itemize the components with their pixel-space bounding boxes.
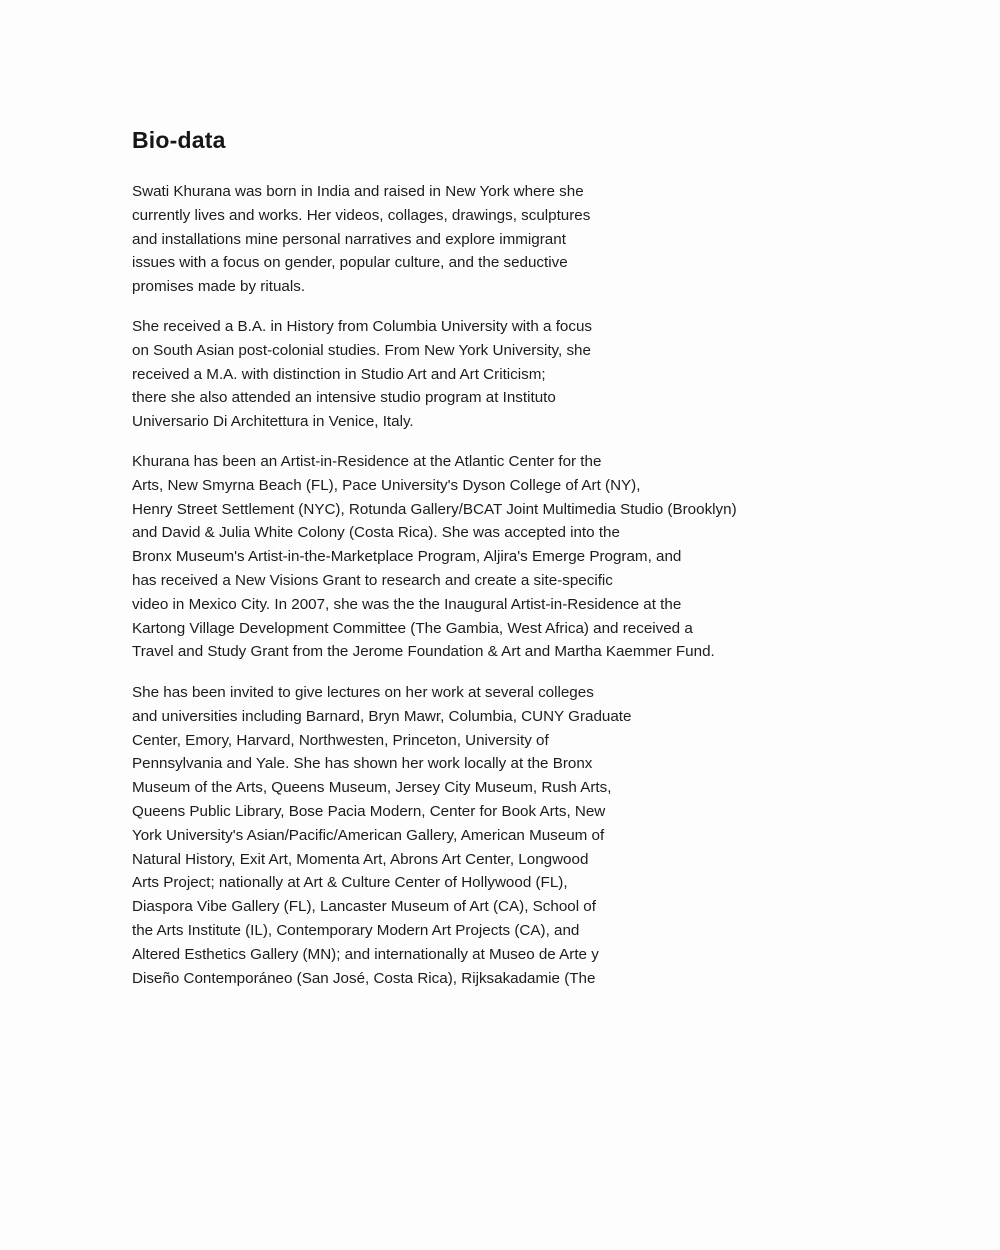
text-line: Arts Project; nationally at Art & Culture Center of Hollywood (FL), <box>132 874 568 892</box>
paragraph-birth-and-practice <box>132 180 590 299</box>
text-line: Center, Emory, Harvard, Northwesten, Princeton, University of <box>132 731 549 749</box>
text-line: Travel and Study Grant from the Jerome Foundation & Art and Martha Kaemmer Fund. <box>132 643 715 661</box>
page-title: Bio-data <box>132 127 226 153</box>
text-line: Bronx Museum's Artist-in-the-Marketplace Program, Aljira's Emerge Program, and <box>132 548 682 566</box>
text-line: currently lives and works. Her videos, collages, drawings, sculptures <box>132 206 591 224</box>
text-line: Henry Street Settlement (NYC), Rotunda Gallery/BCAT Joint Multimedia Studio (Brooklyn) <box>132 500 737 518</box>
text-line: Khurana has been an Artist-in-Residence at the Atlantic Center for the <box>132 453 602 470</box>
text-line: on South Asian post-colonial studies. From New York University, she <box>132 341 591 359</box>
text-line: received a M.A. with distinction in Studio Art and Art Criticism; <box>132 365 546 383</box>
text-line: Kartong Village Development Committee (The Gambia, West Africa) and received a <box>132 619 693 637</box>
text-line: Diseño Contemporáneo (San José, Costa Rica), Rijksakadamie (The <box>132 969 596 987</box>
paragraph-education <box>132 315 592 434</box>
text-line: Natural History, Exit Art, Momenta Art, Abrons Art Center, Longwood <box>132 850 589 868</box>
paragraph-lectures-and-exhibitions <box>132 681 631 990</box>
text-line: and universities including Barnard, Bryn Mawr, Columbia, CUNY Graduate <box>132 707 632 725</box>
paragraph-residencies-and-grants <box>132 450 737 664</box>
text-line: promises made by rituals. <box>132 278 306 296</box>
text-line: the Arts Institute (IL), Contemporary Modern Art Projects (CA), and <box>132 921 580 939</box>
text-line: and David & Julia White Colony (Costa Rica). She was accepted into the <box>132 524 620 542</box>
text-line: and installations mine personal narratives and explore immigrant <box>132 230 566 248</box>
text-line: issues with a focus on gender, popular culture, and the seductive <box>132 254 568 272</box>
text-line: Altered Esthetics Gallery (MN); and internationally at Museo de Arte y <box>132 945 599 963</box>
text-line: Arts, New Smyrna Beach (FL), Pace University's Dyson College of Art (NY), <box>132 476 641 494</box>
text-line: Universario Di Architettura in Venice, Italy. <box>132 413 414 431</box>
text-line: has received a New Visions Grant to research and create a site-specific <box>132 571 613 589</box>
text-line: Museum of the Arts, Queens Museum, Jersey City Museum, Rush Arts, <box>132 779 612 797</box>
text-line: there she also attended an intensive studio program at Instituto <box>132 389 556 407</box>
text-line: York University's Asian/Pacific/American Gallery, American Museum of <box>132 826 605 844</box>
text-line: Diaspora Vibe Gallery (FL), Lancaster Museum of Art (CA), School of <box>132 898 596 916</box>
text-line: She received a B.A. in History from Columbia University with a focus <box>132 318 593 335</box>
text-line: Swati Khurana was born in India and raised in New York where she <box>132 183 584 200</box>
text-line: Queens Public Library, Bose Pacia Modern, Center for Book Arts, New <box>132 802 606 820</box>
text-line: Pennsylvania and Yale. She has shown her work locally at the Bronx <box>132 755 593 773</box>
text-line: She has been invited to give lectures on her work at several colleges <box>132 684 594 701</box>
text-line: video in Mexico City. In 2007, she was the the Inaugural Artist-in-Residence at the <box>132 595 682 613</box>
